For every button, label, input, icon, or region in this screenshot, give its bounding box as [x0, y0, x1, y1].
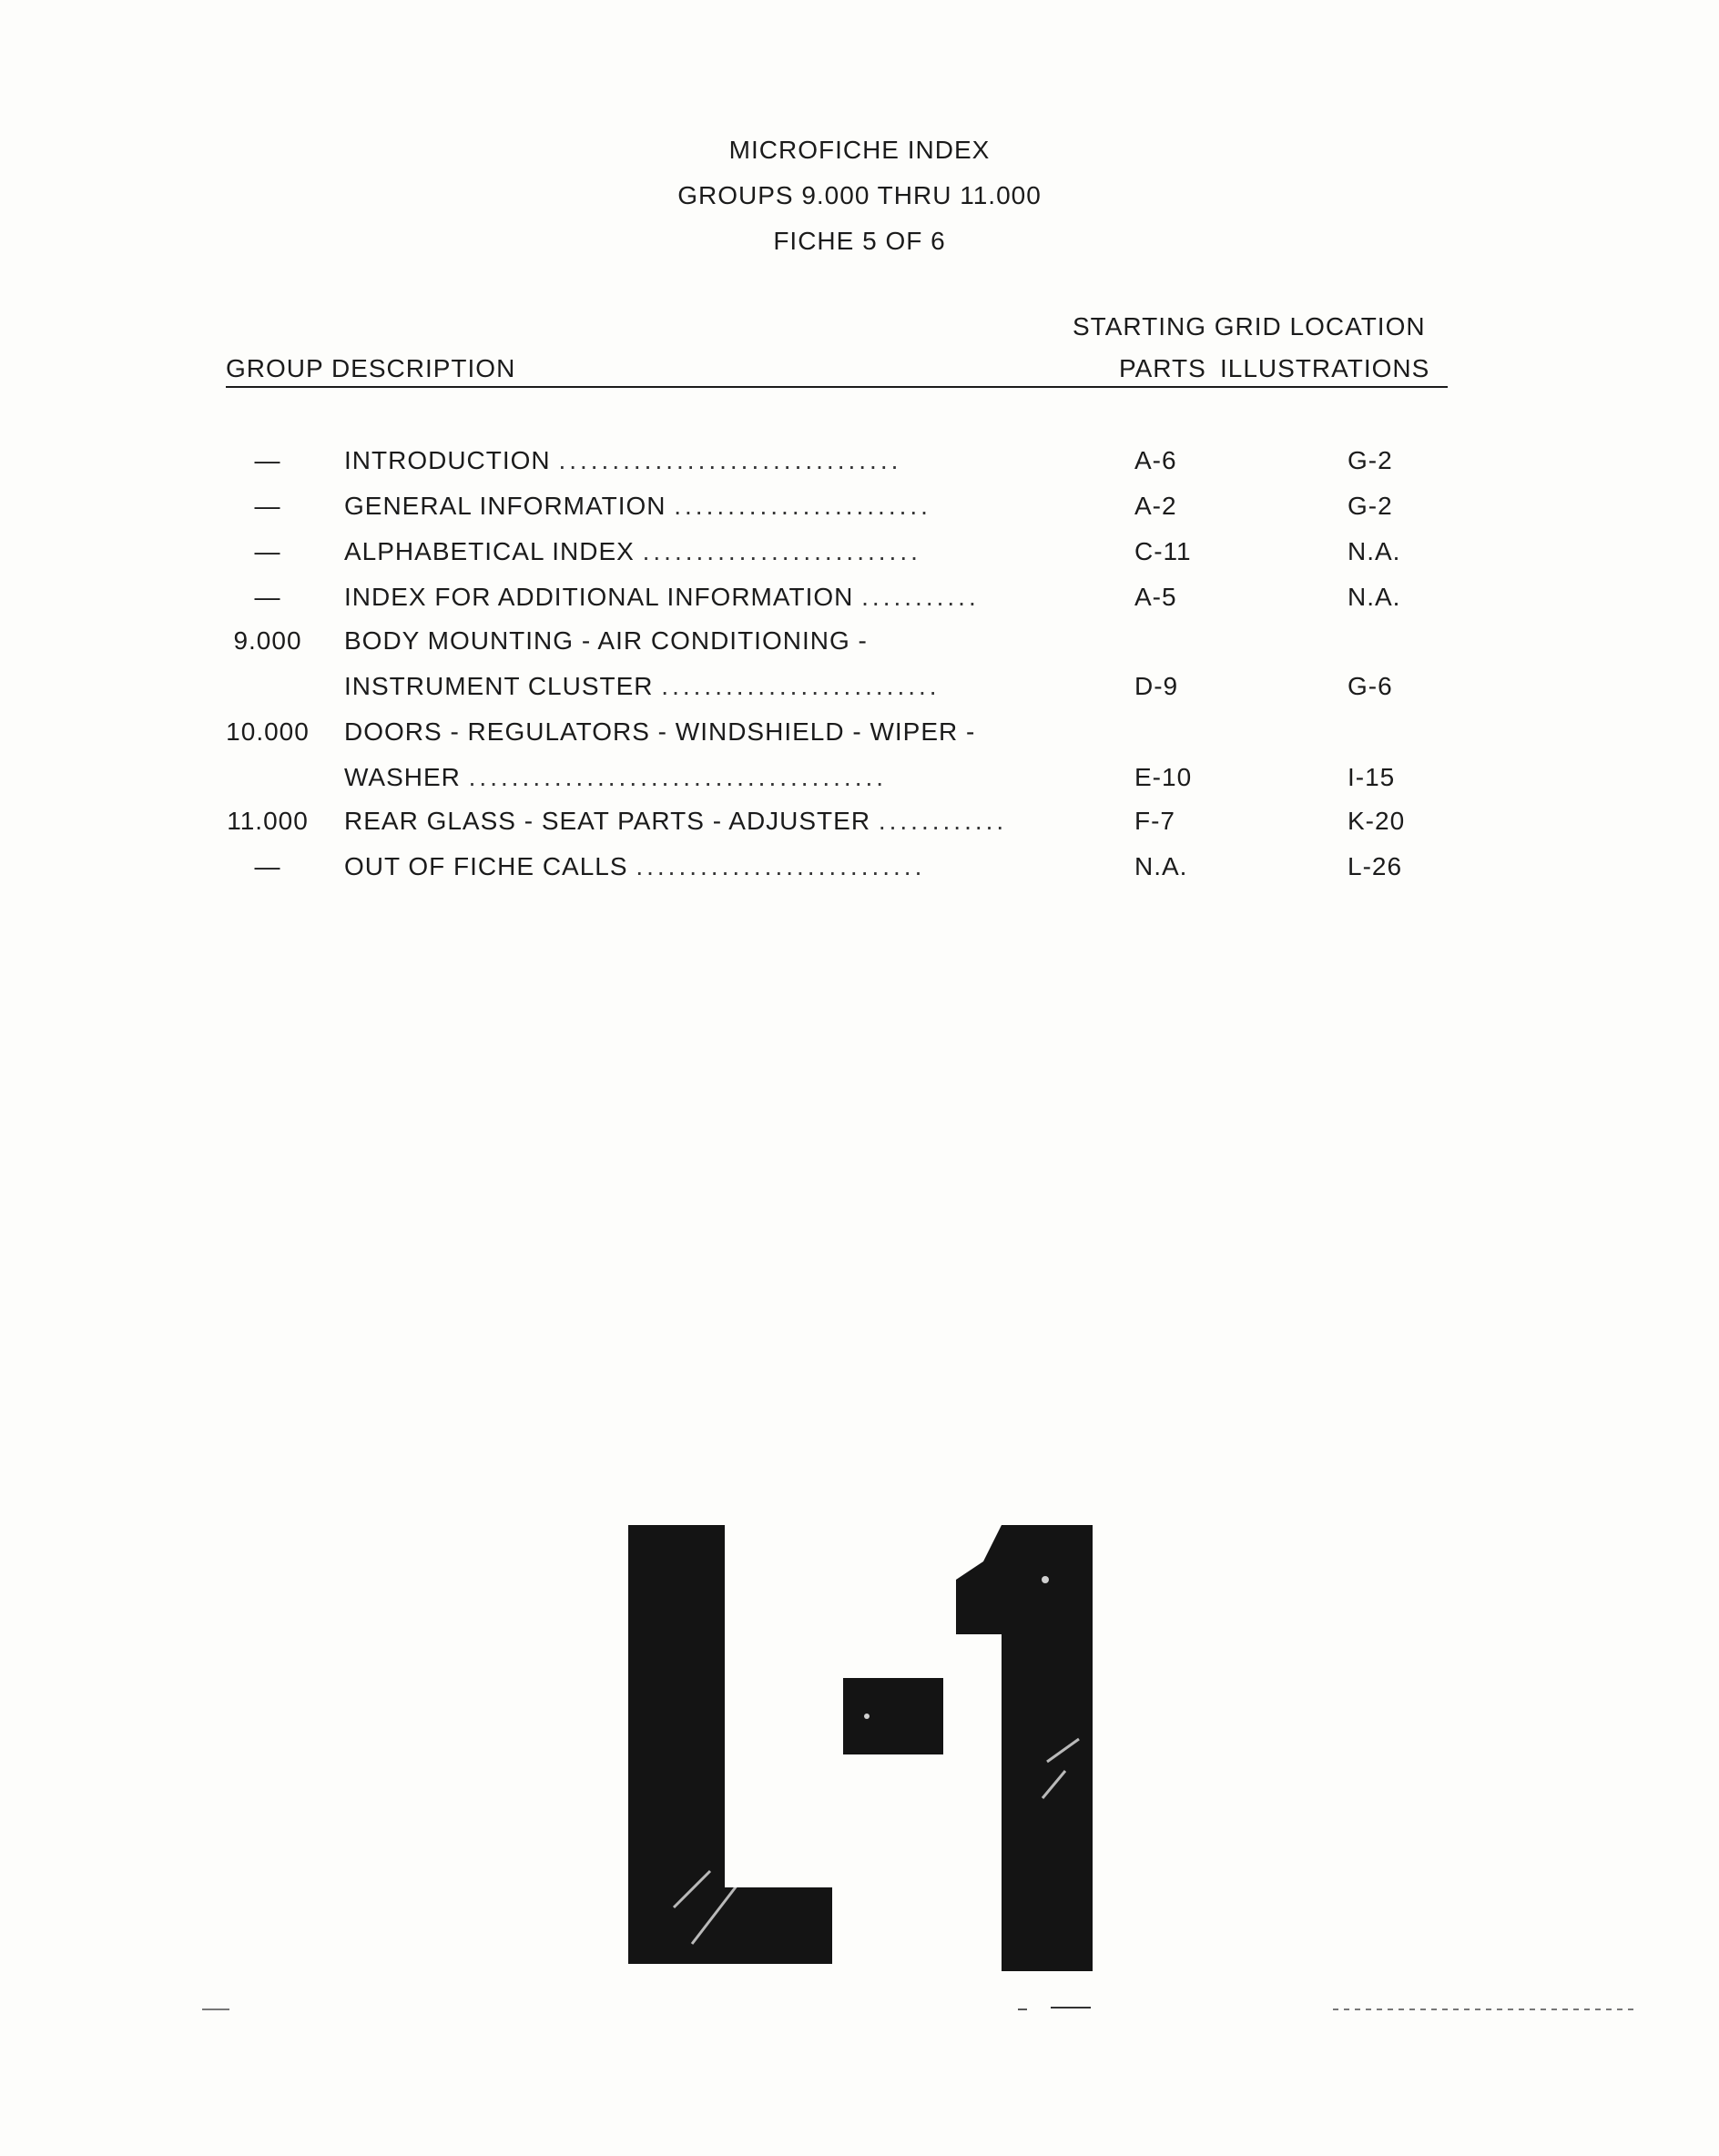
row-parts-grid: E-10	[1134, 763, 1193, 791]
title-microfiche-index: MICROFICHE INDEX	[728, 136, 991, 164]
row-illustrations-grid: N.A.	[1348, 583, 1401, 611]
table-row	[0, 492, 1719, 537]
row-group: —	[254, 537, 281, 565]
row-desc-text: GENERAL INFORMATION	[344, 492, 666, 520]
bottom-registration-marks	[0, 1998, 1719, 2017]
row-illustrations-grid: G-6	[1348, 672, 1393, 700]
row-illustrations-grid: I-15	[1348, 763, 1396, 791]
table-row	[0, 537, 1719, 583]
row-description	[344, 537, 1073, 566]
row-group: 9.000	[233, 626, 302, 655]
row-leader: .......................................	[468, 763, 888, 791]
row-group: —	[254, 492, 281, 520]
row-group: 10.000	[226, 717, 310, 746]
table-row	[0, 807, 1719, 852]
row-description	[344, 492, 1073, 521]
table-row	[0, 763, 1719, 808]
row-leader: ........................	[674, 492, 931, 520]
row-illustrations-grid: N.A.	[1348, 537, 1401, 565]
table-row	[0, 446, 1719, 492]
row-description	[344, 446, 1073, 475]
row-description	[344, 807, 1073, 836]
row-group: 11.000	[227, 807, 309, 835]
row-desc-text: BODY MOUNTING - AIR CONDITIONING -	[344, 626, 868, 655]
row-desc-text: INSTRUMENT CLUSTER	[344, 672, 654, 700]
row-leader: ...........	[861, 583, 980, 611]
row-desc-text: OUT OF FICHE CALLS	[344, 852, 628, 880]
row-desc-text: INDEX FOR ADDITIONAL INFORMATION	[344, 583, 854, 611]
row-illustrations-grid: G-2	[1348, 446, 1393, 474]
row-parts-grid: A-5	[1134, 583, 1177, 611]
row-desc-text: INTRODUCTION	[344, 446, 551, 474]
row-parts-grid: C-11	[1134, 537, 1192, 565]
title-block	[0, 127, 1719, 264]
title-groups-range: GROUPS 9.000 THRU 11.000	[677, 181, 1042, 209]
header-illustrations: ILLUSTRATIONS	[1220, 354, 1430, 382]
row-illustrations-grid: K-20	[1348, 807, 1406, 835]
row-desc-text: WASHER	[344, 763, 461, 791]
row-description	[344, 717, 1073, 747]
row-group: —	[254, 583, 281, 611]
row-description	[344, 852, 1073, 881]
row-description	[344, 763, 1073, 792]
row-parts-grid: D-9	[1134, 672, 1179, 700]
fiche-mark-l1-graphic	[619, 1525, 1111, 1971]
row-leader: ................................	[558, 446, 902, 474]
row-illustrations-grid: G-2	[1348, 492, 1393, 520]
row-desc-text: DOORS - REGULATORS - WINDSHIELD - WIPER -	[344, 717, 976, 746]
table-row	[0, 583, 1719, 628]
header-rule	[226, 386, 1448, 388]
table-row	[0, 626, 1719, 672]
row-description	[344, 626, 1073, 656]
table-row	[0, 852, 1719, 898]
table-row	[0, 717, 1719, 763]
title-fiche-number: FICHE 5 OF 6	[773, 227, 946, 255]
row-group: —	[254, 446, 281, 474]
row-illustrations-grid: L-26	[1348, 852, 1403, 880]
header-parts: PARTS	[1119, 354, 1206, 382]
header-starting-grid-location: STARTING GRID LOCATION	[1073, 312, 1426, 341]
row-leader: ............	[878, 807, 1008, 835]
row-parts-grid: A-2	[1134, 492, 1177, 520]
row-group: —	[254, 852, 281, 880]
row-desc-text: REAR GLASS - SEAT PARTS - ADJUSTER	[344, 807, 871, 835]
row-description	[344, 583, 1073, 612]
row-parts-grid: N.A.	[1134, 852, 1188, 880]
table-row	[0, 672, 1719, 717]
row-leader: ...........................	[636, 852, 926, 880]
row-parts-grid: A-6	[1134, 446, 1177, 474]
row-desc-text: ALPHABETICAL INDEX	[344, 537, 635, 565]
header-group-description: GROUP DESCRIPTION	[226, 354, 516, 382]
row-parts-grid: F-7	[1134, 807, 1175, 835]
row-leader: ..........................	[661, 672, 941, 700]
row-leader: ..........................	[642, 537, 921, 565]
row-description	[344, 672, 1073, 701]
